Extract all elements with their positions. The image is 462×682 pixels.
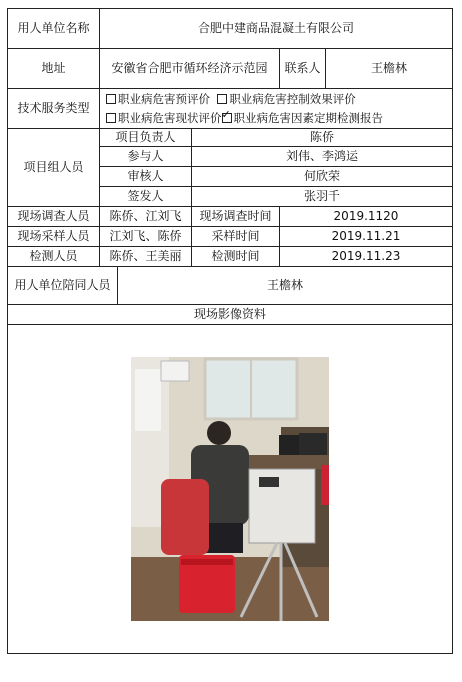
testing-people-label: 检测人员: [8, 247, 100, 267]
escort-label: 用人单位陪同人员: [8, 267, 118, 305]
contact-label: 联系人: [280, 49, 326, 89]
team-role: 参与人: [100, 147, 192, 167]
testing-time-label: 检测时间: [192, 247, 280, 267]
sampling-time-value: 2019.11.21: [280, 227, 453, 247]
survey-time-value: 2019.1120: [280, 207, 453, 227]
team-member: 何欣荣: [192, 167, 453, 187]
survey-people-value: 陈侨、江刘飞: [100, 207, 192, 227]
service-option-status[interactable]: 职业病危害现状评价: [106, 111, 222, 125]
checkbox-icon[interactable]: [106, 113, 116, 123]
team-role: 项目负责人: [100, 129, 192, 147]
sampling-people-label: 现场采样人员: [8, 227, 100, 247]
team-label: 项目组人员: [8, 129, 100, 207]
team-member: 陈侨: [192, 129, 453, 147]
survey-people-label: 现场调查人员: [8, 207, 100, 227]
testing-people-value: 陈侨、王美丽: [100, 247, 192, 267]
survey-time-label: 现场调查时间: [192, 207, 280, 227]
service-type-label: 技术服务类型: [8, 89, 100, 129]
sampling-people-value: 江刘飞、陈侨: [100, 227, 192, 247]
checkbox-icon[interactable]: [217, 94, 227, 104]
service-option-periodic-testing[interactable]: ✓ 职业病危害因素定期检测报告: [222, 111, 384, 125]
info-form: [7, 8, 453, 654]
team-role: 审核人: [100, 167, 192, 187]
address-label: 地址: [8, 49, 100, 89]
sampling-time-label: 采样时间: [192, 227, 280, 247]
photo-cell: [8, 325, 453, 654]
team-role: 签发人: [100, 187, 192, 207]
checkbox-icon[interactable]: [106, 94, 116, 104]
service-option-control-effect[interactable]: 职业病危害控制效果评价: [217, 92, 356, 106]
escort-value: 王檐林: [118, 267, 453, 305]
testing-time-value: 2019.11.23: [280, 247, 453, 267]
unit-name-label: 用人单位名称: [8, 9, 100, 49]
service-option-preassessment[interactable]: 职业病危害预评价: [106, 92, 210, 106]
team-member: 张羽千: [192, 187, 453, 207]
team-member: 刘伟、李鸿运: [192, 147, 453, 167]
unit-name-value: 合肥中建商品混凝土有限公司: [100, 9, 453, 49]
contact-value: 王檐林: [326, 49, 453, 89]
service-type-options: [100, 89, 453, 129]
checked-checkbox-icon[interactable]: [222, 113, 232, 123]
site-photo: [131, 357, 329, 621]
photo-section-title: 现场影像资料: [8, 305, 453, 325]
address-value: 安徽省合肥市循环经济示范园: [100, 49, 280, 89]
